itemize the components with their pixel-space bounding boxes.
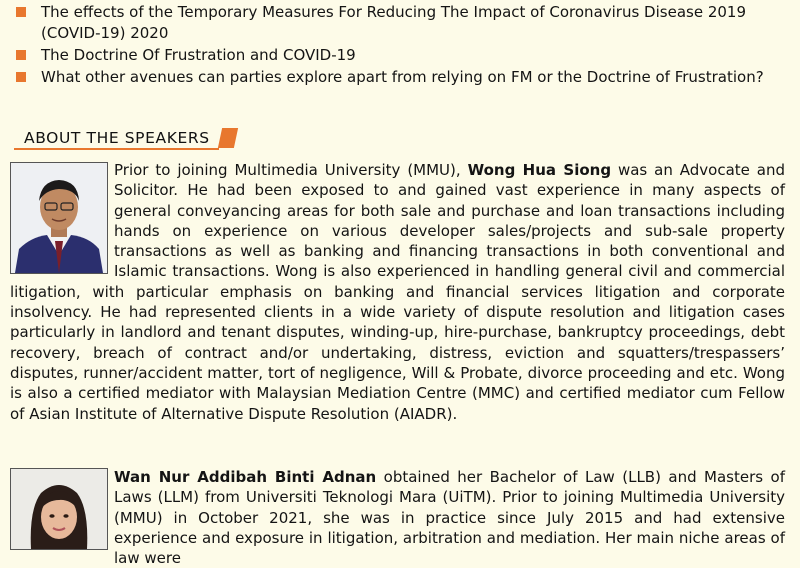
speaker-bio-2 xyxy=(10,467,785,568)
list-item xyxy=(16,67,796,88)
section-underline xyxy=(14,148,219,150)
section-heading xyxy=(14,126,234,152)
list-item xyxy=(16,2,796,44)
topic-text: What other avenues can parties explore apart from relying on FM or the Doctrine of Frustration? xyxy=(41,68,764,86)
square-bullet-icon xyxy=(16,7,26,17)
topic-text: The Doctrine Of Frustration and COVID-19 xyxy=(41,46,356,64)
square-bullet-icon xyxy=(16,50,26,60)
speaker-name: Wan Nur Addibah Binti Adnan xyxy=(114,468,377,486)
bio-text: obtained her Bachelor of Law (LLB) and Masters of Laws (LLM) from Universiti Teknologi Mara (UiTM). Prior to joining Multimedia University (MMU) in October 2021, she was in practice since July 2015 and had extensive experience and exposure in litigation, arbitration and mediation. Her main niche areas of law were xyxy=(114,468,785,568)
photo-spacer xyxy=(10,160,114,273)
topic-text: The effects of the Temporary Measures For Reducing The Impact of Coronavirus Disease 2019 (COVID-19) 2020 xyxy=(41,3,746,42)
list-item xyxy=(16,45,796,66)
bio-intro: Prior to joining Multimedia University (MMU), xyxy=(114,161,468,179)
speaker-bio-1 xyxy=(10,160,785,424)
square-bullet-icon xyxy=(16,72,26,82)
speaker-name: Wong Hua Siong xyxy=(467,161,612,179)
section-title: ABOUT THE SPEAKERS xyxy=(24,129,210,147)
topics-list xyxy=(16,2,796,89)
bio-text: was an Advocate and Solicitor. He had been exposed to and gained vast experience in many aspects of general conveyancing areas for both sale and purchase and loan transactions including hands on experience on various developer sales/projects and sub-sale property transactions as well as banking and financing transactions in both conventional and Islamic transactions. Wong is also experienced in handling general civil and commercial litigation, with particular emphasis on banking and financial services litigation and corporate insolvency. He had represented clients in a wide variety of dispute resolution and litigation cases particularly in landlord and tenant disputes, winding-up, hire-purchase, bankruptcy proceedings, debt recovery, breach of contract and/or undertaking, distress, eviction and squatters/trespassers’ disputes, runner/accident matter, tort of negligence, Will & Probate, divorce proceeding and etc. Wong is also a certified mediator with Malaysian Mediation Centre (MMC) and certified mediator cum Fellow of Asian Institute of Alternative Dispute Resolution (AIADR). xyxy=(10,161,786,423)
photo-spacer xyxy=(10,467,114,557)
section-tab-decoration xyxy=(218,128,238,148)
